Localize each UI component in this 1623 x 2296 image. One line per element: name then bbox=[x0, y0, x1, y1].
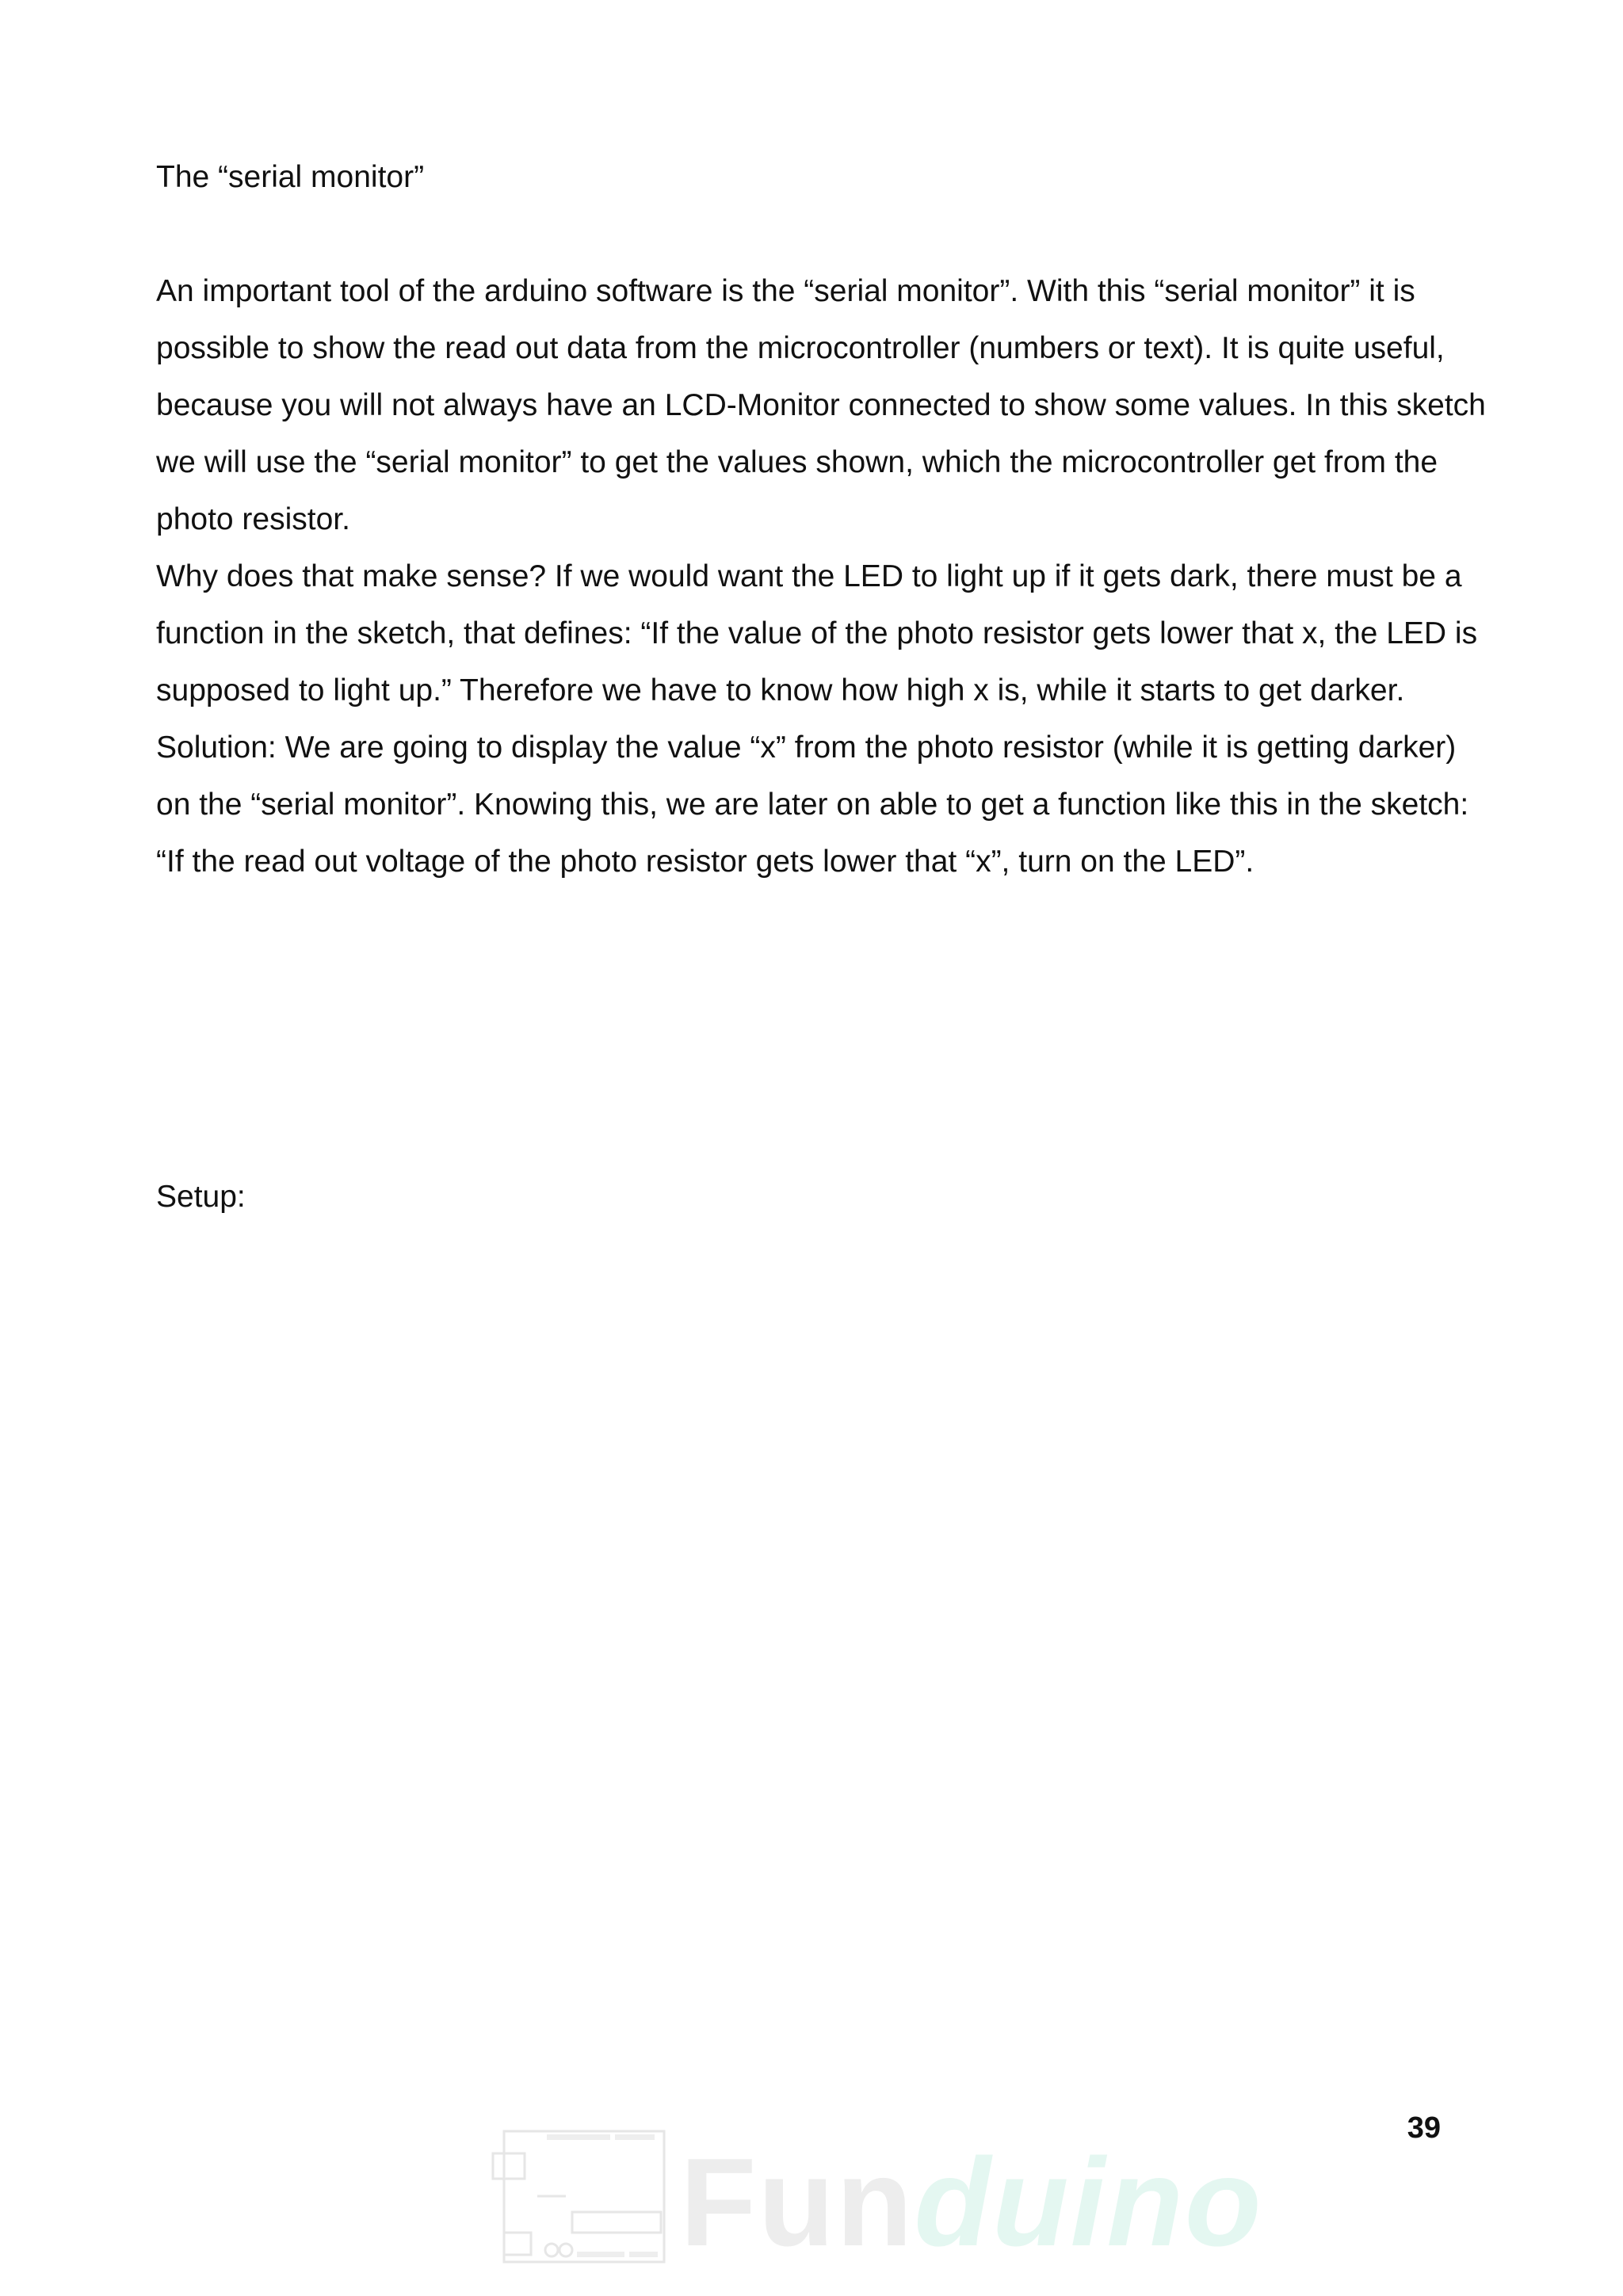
setup-heading: Setup: bbox=[156, 1180, 246, 1214]
watermark-fun: Fun bbox=[680, 2133, 915, 2272]
paragraph-why: Why does that make sense? If we would want the LED to light up if it gets dark, there must be a function in the sketch, that defines: “If the value of the photo resistor gets lower that x, the LED is supposed to light up.” Therefore we have to know how high x is, while it starts to get darker. bbox=[156, 559, 1478, 707]
paragraph-solution: Solution: We are going to display the value “x” from the photo resistor (while it is getting darker) on the “serial monitor”. Knowing this, we are later on able to get a function like this in the sketch: “If the read out voltage of the photo resistor gets lower that “x”, turn on the LED”. bbox=[156, 730, 1469, 879]
funduino-watermark bbox=[490, 2123, 1263, 2274]
page-number: 39 bbox=[1407, 2111, 1441, 2145]
watermark-text bbox=[680, 2133, 1263, 2272]
arduino-board-icon bbox=[490, 2123, 680, 2274]
paragraph-intro: An important tool of the arduino software is the “serial monitor”. With this “serial monitor” it is possible to show the read out data from the microcontroller (numbers or text). It is quite useful, because you will not always have an LCD-Monitor connected to show some values. In this sketch we will use the “serial monitor” to get the values shown, which the microcontroller get from the photo resistor. bbox=[156, 274, 1486, 536]
section-title: The “serial monitor” bbox=[156, 160, 425, 194]
main-content bbox=[156, 149, 1487, 891]
body-text bbox=[156, 263, 1495, 891]
watermark-duino: duino bbox=[914, 2133, 1263, 2272]
